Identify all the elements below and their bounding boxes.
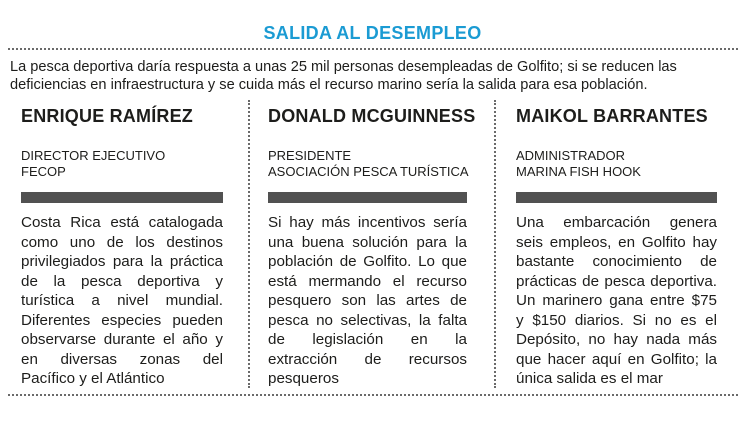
column-separator	[248, 100, 250, 388]
column-enrique-ramirez	[21, 100, 223, 390]
intro-paragraph: La pesca deportiva daría respuesta a unas 25 mil personas desempleadas de Golfito; si se reducen las deficiencias en infraestructura y se cuida más el recurso marino sería la salida para esa población.	[10, 59, 677, 93]
role-organization: MARINA FISH HOOK	[516, 164, 641, 179]
column-donald-mcguinness	[268, 100, 476, 390]
gray-bar	[21, 192, 223, 203]
person-name: ENRIQUE RAMÍREZ	[21, 106, 194, 126]
role-organization: FECOP	[21, 164, 66, 179]
quote-text: Costa Rica está catalogada como uno de los destinos privilegiados para la práctica de la pesca deportiva y turística a nivel mundial. Diferentes especies pueden observarse durante el año y en diversas zonas del Pacífico y el Atlántico	[21, 214, 223, 387]
column-separator	[494, 100, 496, 388]
role-title: ADMINISTRADOR	[516, 148, 626, 163]
section-title: SALIDA AL DESEMPLEO	[263, 23, 482, 43]
column-maikol-barrantes	[516, 100, 717, 390]
quote-text: Una embarcación genera seis empleos, en Golfito hay bastante conocimiento de prácticas de pesca deportiva. Un marinero gana entre $75 y $150 diarios. Si no es el Depósito, no hay nada más que hacer aquí en Golfito; la única salida es el mar	[516, 214, 717, 387]
person-name: DONALD MCGUINNESS	[268, 106, 476, 126]
dotted-divider-bottom	[8, 394, 738, 396]
person-role	[516, 148, 641, 180]
role-title: DIRECTOR EJECUTIVO	[21, 148, 166, 163]
gray-bar	[268, 192, 467, 203]
quote-text: Si hay más incentivos sería una buena solución para la población de Golfito. Lo que está mermando el recurso pesquero son las artes de pesca no selectivas, la falta de legislación en la extracción de recursos pesqueros	[268, 214, 467, 387]
person-role	[21, 148, 165, 180]
role-title: PRESIDENTE	[268, 148, 352, 163]
role-organization: ASOCIACIÓN PESCA TURÍSTICA	[268, 164, 469, 179]
gray-bar	[516, 192, 717, 203]
dotted-divider-top	[8, 48, 738, 50]
person-role	[268, 148, 469, 180]
person-name: MAIKOL BARRANTES	[516, 106, 708, 126]
